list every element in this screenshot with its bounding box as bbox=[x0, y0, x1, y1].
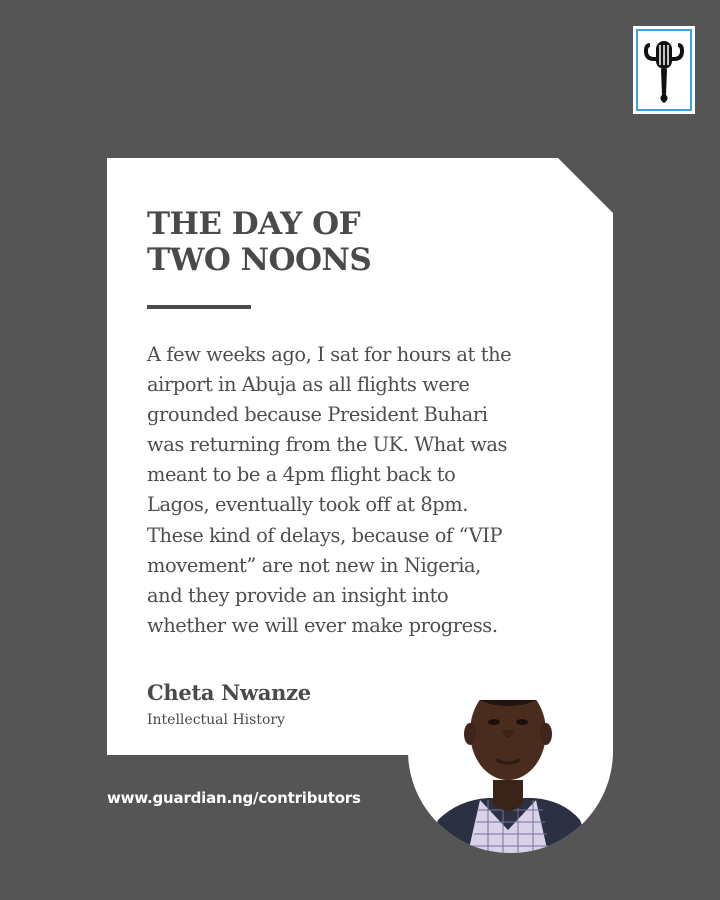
guardian-logo-icon bbox=[642, 33, 686, 107]
excerpt-line: was returning from the UK. What was bbox=[147, 433, 508, 457]
excerpt-line: and they provide an insight into bbox=[147, 583, 449, 607]
article-excerpt bbox=[147, 340, 587, 641]
author-photo-frame bbox=[408, 700, 613, 853]
excerpt-line: meant to be a 4pm flight back to bbox=[147, 463, 456, 487]
title-divider bbox=[147, 305, 251, 309]
title-line: TWO NOONS bbox=[147, 242, 372, 278]
article-title bbox=[147, 206, 577, 278]
excerpt-line: whether we will ever make progress. bbox=[147, 613, 498, 637]
excerpt-line: Lagos, eventually took off at 8pm. bbox=[147, 493, 469, 517]
author-photo bbox=[408, 700, 613, 853]
author-name: Cheta Nwanze bbox=[147, 680, 311, 705]
excerpt-line: These kind of delays, because of “VIP bbox=[147, 523, 503, 547]
excerpt-line: airport in Abuja as all flights were bbox=[147, 373, 470, 397]
excerpt-line: grounded because President Buhari bbox=[147, 403, 488, 427]
contributors-link[interactable]: www.guardian.ng/contributors bbox=[107, 789, 361, 807]
author-role: Intellectual History bbox=[147, 712, 285, 728]
title-line: THE DAY OF bbox=[147, 206, 361, 242]
excerpt-line: A few weeks ago, I sat for hours at the bbox=[147, 343, 512, 366]
brand-logo-frame bbox=[636, 29, 692, 111]
brand-logo bbox=[633, 26, 695, 114]
excerpt-line: movement” are not new in Nigeria, bbox=[147, 553, 481, 577]
